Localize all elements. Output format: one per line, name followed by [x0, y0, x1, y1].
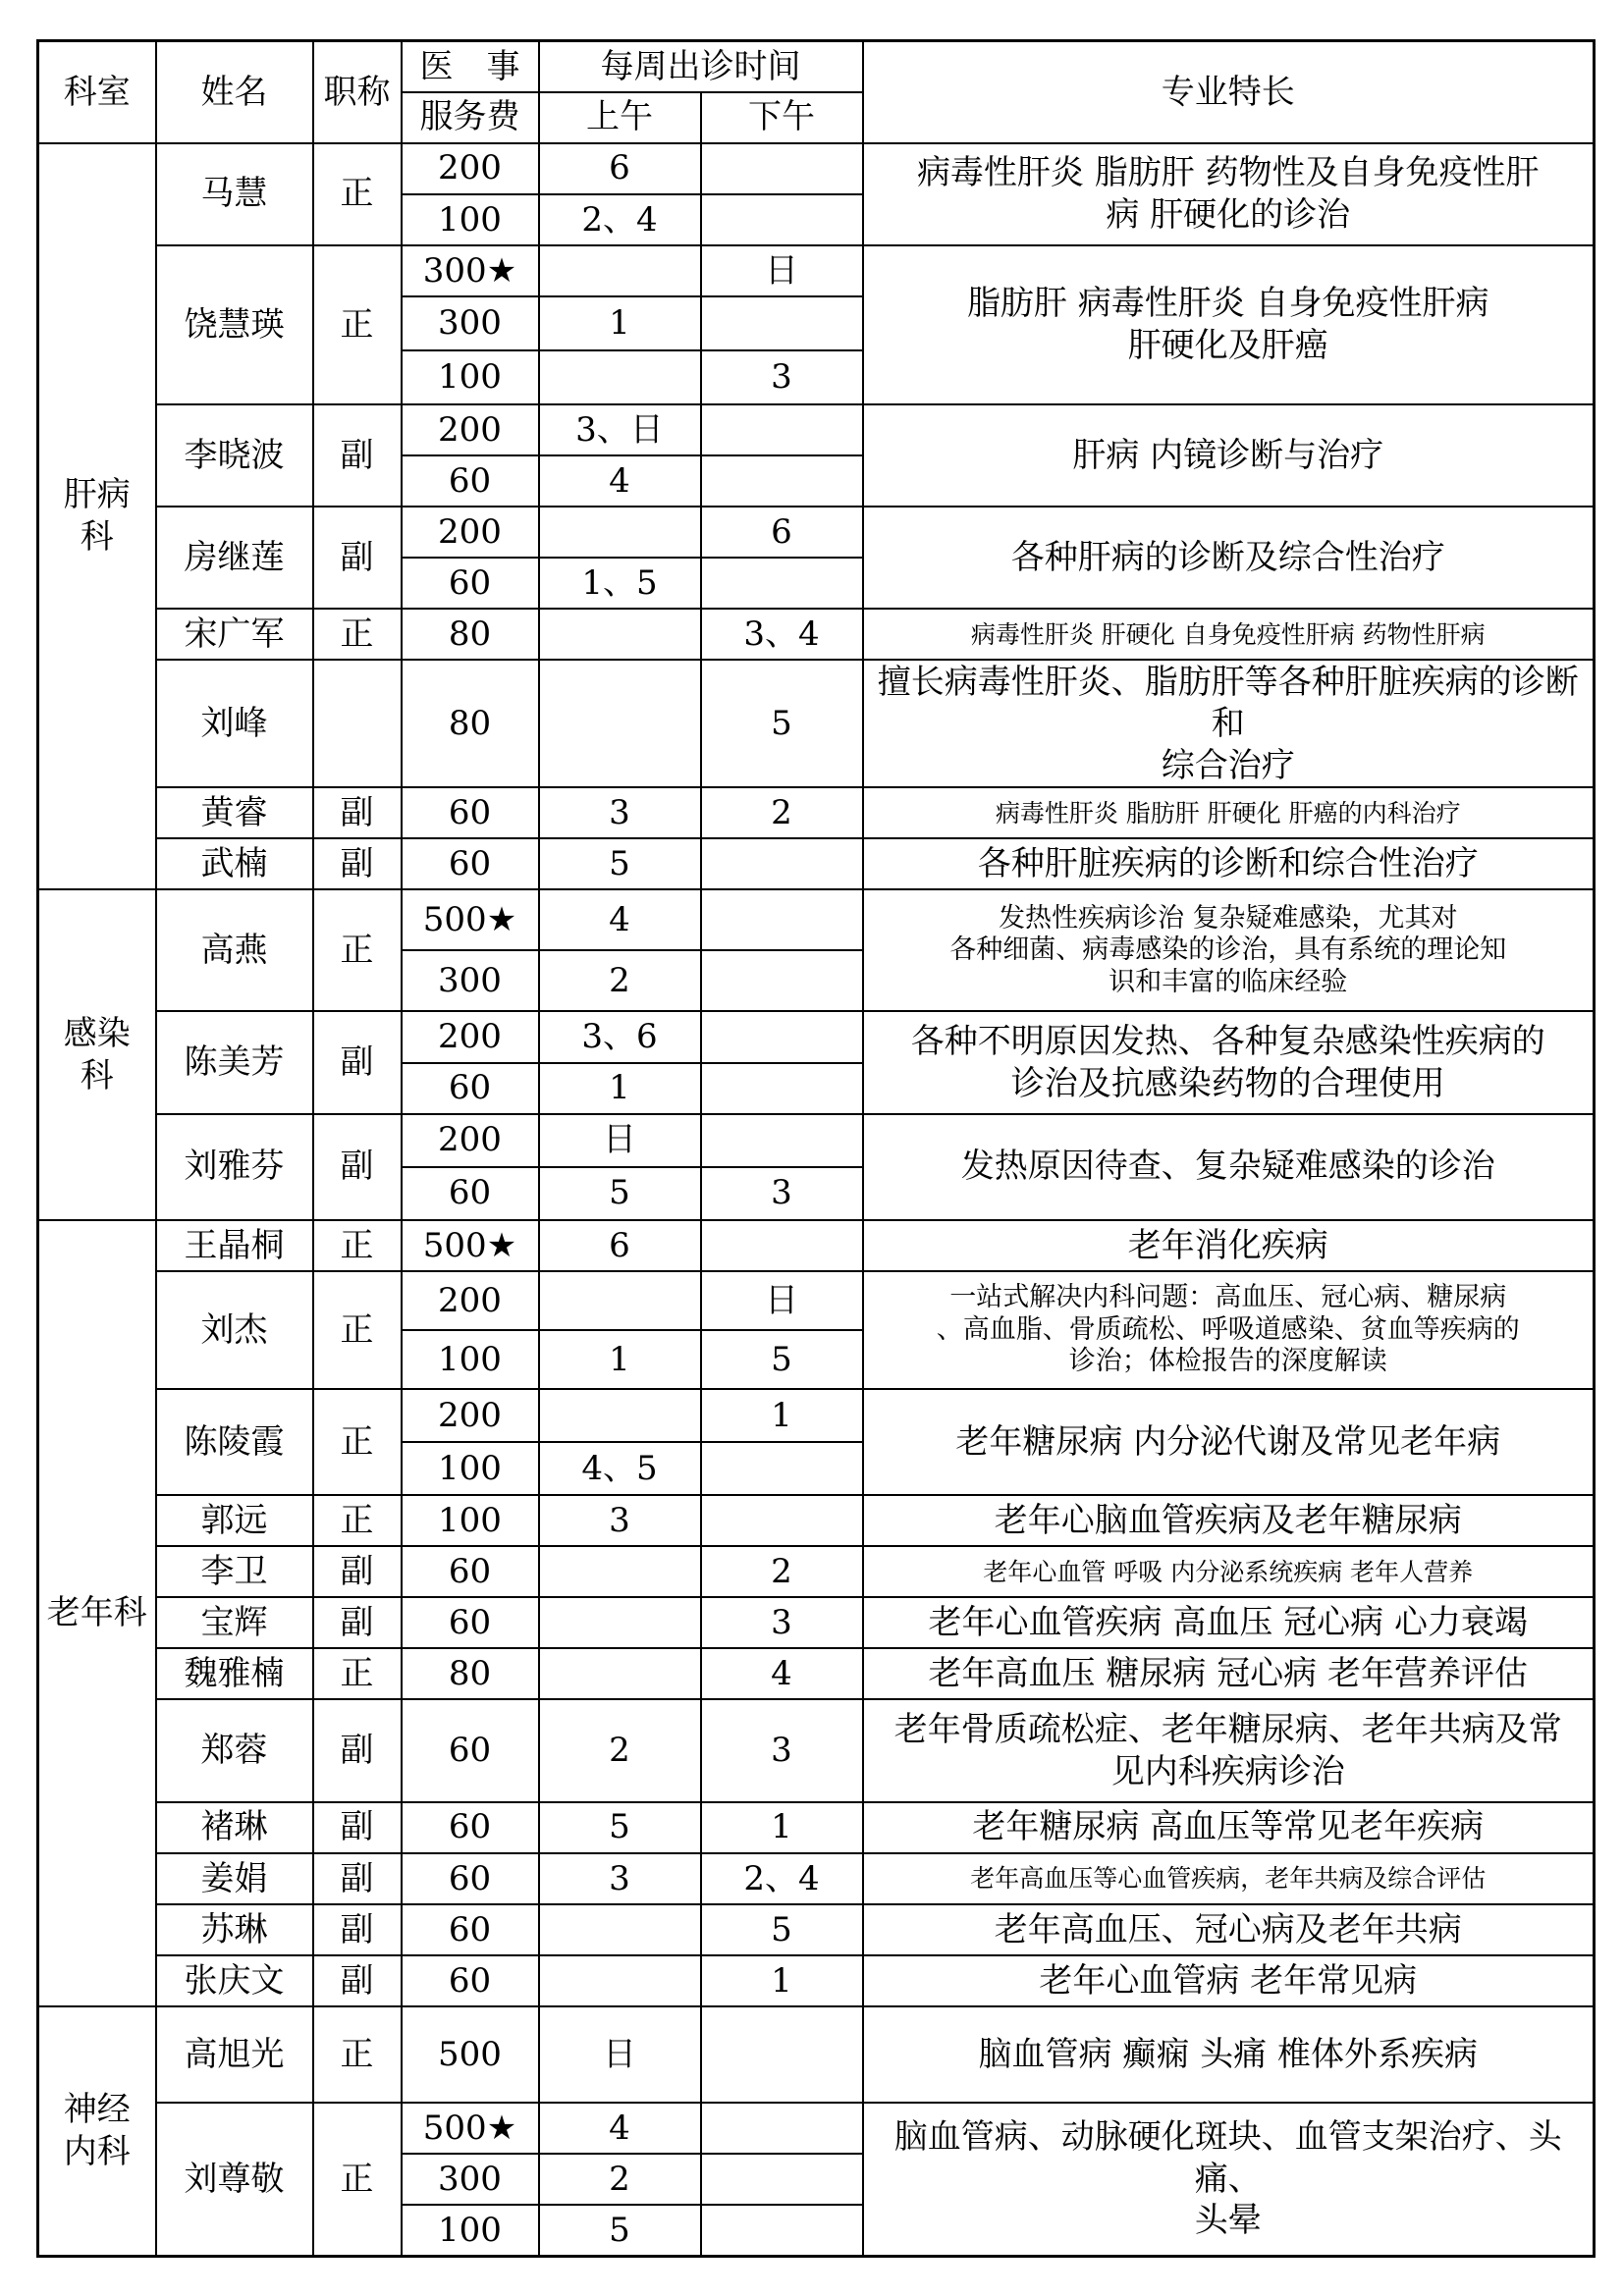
schedule-row [38, 609, 1595, 660]
doctor-title: 正 [313, 1271, 402, 1389]
am-cell: 2 [539, 2154, 701, 2205]
schedule-row [38, 1495, 1595, 1546]
schedule-row [38, 2103, 1595, 2154]
fee-cell: 80 [402, 1648, 539, 1699]
am-cell: 2 [539, 950, 701, 1011]
fee-cell: 60 [402, 1167, 539, 1220]
am-cell: 1 [539, 296, 701, 350]
specialty-cell [863, 1904, 1595, 1955]
doctor-title: 正 [313, 1648, 402, 1699]
specialty-line: 老年心血管疾病 高血压 冠心病 心力衰竭 [928, 1603, 1528, 1643]
doctor-name: 刘峰 [156, 660, 313, 787]
fee-cell: 60 [402, 838, 539, 889]
specialty-cell [863, 1495, 1595, 1546]
header-title: 职称 [313, 41, 402, 143]
schedule-row [38, 1853, 1595, 1904]
doctor-title: 正 [313, 1220, 402, 1271]
pm-cell [701, 2006, 863, 2103]
schedule-row [38, 1955, 1595, 2006]
specialty-cell [863, 1853, 1595, 1904]
am-cell: 1、5 [539, 558, 701, 609]
doctor-title: 副 [313, 1114, 402, 1220]
pm-cell: 1 [701, 1802, 863, 1853]
am-cell: 5 [539, 2205, 701, 2256]
pm-cell: 2、4 [701, 1853, 863, 1904]
am-cell: 1 [539, 1330, 701, 1389]
specialty-line: 综合治疗 [1161, 745, 1295, 785]
fee-cell: 60 [402, 1699, 539, 1801]
pm-cell: 4 [701, 1648, 863, 1699]
pm-cell: 2 [701, 787, 863, 838]
fee-cell: 500 [402, 2006, 539, 2103]
specialty-line: 病毒性肝炎 脂肪肝 肝硬化 肝癌的内科治疗 [995, 798, 1461, 828]
department-name-line: 感染 [63, 1014, 131, 1054]
doctor-name: 武楠 [156, 838, 313, 889]
schedule-row [38, 1011, 1595, 1062]
doctor-title: 副 [313, 1955, 402, 2006]
pm-cell: 3 [701, 1597, 863, 1648]
specialty-line: 老年心血管 呼吸 内分泌系统疾病 老年人营养 [983, 1557, 1474, 1586]
schedule-row [38, 1546, 1595, 1597]
am-cell [539, 245, 701, 296]
specialty-line: 老年糖尿病 高血压等常见老年疾病 [972, 1807, 1485, 1847]
doctor-name: 宋广军 [156, 609, 313, 660]
pm-cell [701, 1442, 863, 1495]
specialty-line: 发热原因待查、复杂疑难感染的诊治 [960, 1147, 1495, 1187]
header-weekly-time: 每周出诊时间 [539, 41, 863, 92]
specialty-line: 老年心脑血管疾病及老年糖尿病 [994, 1500, 1462, 1540]
fee-cell: 80 [402, 660, 539, 787]
doctor-name: 陈美芳 [156, 1011, 313, 1113]
specialty-cell [863, 1699, 1595, 1801]
doctor-title: 正 [313, 609, 402, 660]
fee-cell: 60 [402, 1955, 539, 2006]
specialty-cell [863, 245, 1595, 404]
specialty-line: 老年骨质疏松症、老年糖尿病、老年共病及常 [893, 1710, 1562, 1750]
department-cell [38, 889, 156, 1220]
specialty-line: 见内科疾病诊治 [1110, 1751, 1345, 1791]
fee-cell: 60 [402, 1904, 539, 1955]
pm-cell: 3 [701, 1167, 863, 1220]
specialty-line: 识和丰富的临床经验 [1109, 966, 1348, 997]
fee-cell: 100 [402, 1330, 539, 1389]
specialty-line: 老年高血压等心血管疾病，老年共病及综合评估 [970, 1864, 1487, 1894]
header-am: 上午 [539, 92, 701, 143]
doctor-name: 郑蓉 [156, 1699, 313, 1801]
specialty-line: 脑血管病 癫痫 头痛 椎体外系疾病 [978, 2034, 1478, 2074]
specialty-line: 病毒性肝炎 肝硬化 自身免疫性肝病 药物性肝病 [970, 619, 1486, 649]
doctor-name: 高燕 [156, 889, 313, 1011]
doctor-name: 高旭光 [156, 2006, 313, 2103]
specialty-line: 头晕 [1194, 2201, 1262, 2241]
department-cell [38, 1220, 156, 2006]
specialty-line: 脂肪肝 病毒性肝炎 自身免疫性肝病 [966, 284, 1489, 324]
fee-cell: 100 [402, 2205, 539, 2256]
header-specialty: 专业特长 [863, 41, 1595, 143]
am-cell [539, 1546, 701, 1597]
specialty-line: 擅长病毒性肝炎、脂肪肝等各种肝脏疾病的诊断和 [877, 662, 1579, 744]
doctor-name: 李晓波 [156, 404, 313, 507]
schedule-row [38, 838, 1595, 889]
doctor-title: 正 [313, 1389, 402, 1495]
schedule-row [38, 1802, 1595, 1853]
pm-cell [701, 1495, 863, 1546]
department-name-line: 内科 [63, 2131, 131, 2171]
am-cell: 1 [539, 1063, 701, 1114]
header-pm: 下午 [701, 92, 863, 143]
specialty-line: 各种肝病的诊断及综合性治疗 [1010, 538, 1445, 578]
doctor-name: 李卫 [156, 1546, 313, 1597]
pm-cell: 日 [701, 245, 863, 296]
specialty-line: 、高血脂、骨质疏松、呼吸道感染、贫血等疾病的 [936, 1313, 1520, 1345]
pm-cell: 1 [701, 1955, 863, 2006]
schedule-row [38, 404, 1595, 455]
specialty-line: 各种细菌、病毒感染的诊治，具有系统的理论知 [949, 934, 1507, 966]
am-cell: 3、日 [539, 404, 701, 455]
am-cell: 5 [539, 838, 701, 889]
doctor-name: 褚琳 [156, 1802, 313, 1853]
am-cell: 4 [539, 455, 701, 507]
doctor-title: 副 [313, 1853, 402, 1904]
am-cell: 5 [539, 1167, 701, 1220]
doctor-title: 副 [313, 507, 402, 609]
doctor-title: 副 [313, 1904, 402, 1955]
doctor-title [313, 660, 402, 787]
schedule-row [38, 1597, 1595, 1648]
pm-cell: 5 [701, 1330, 863, 1389]
am-cell: 3 [539, 1495, 701, 1546]
pm-cell: 2 [701, 1546, 863, 1597]
doctor-name: 黄睿 [156, 787, 313, 838]
specialty-cell [863, 1011, 1595, 1113]
am-cell [539, 1271, 701, 1330]
fee-cell: 300★ [402, 245, 539, 296]
fee-cell: 60 [402, 1853, 539, 1904]
schedule-row [38, 507, 1595, 558]
department-name-line: 老年科 [46, 1593, 147, 1633]
specialty-line: 肝硬化及肝癌 [1127, 325, 1328, 365]
fee-cell: 300 [402, 296, 539, 350]
department-cell [38, 2006, 156, 2257]
am-cell [539, 609, 701, 660]
specialty-cell [863, 1955, 1595, 2006]
doctor-title: 副 [313, 1546, 402, 1597]
header-name: 姓名 [156, 41, 313, 143]
fee-cell: 500★ [402, 2103, 539, 2154]
specialty-line: 各种肝脏疾病的诊断和综合性治疗 [977, 843, 1479, 883]
fee-cell: 200 [402, 507, 539, 558]
fee-cell: 100 [402, 350, 539, 404]
specialty-cell [863, 1597, 1595, 1648]
header-fee-line2: 服务费 [402, 92, 539, 143]
header-fee-line1: 医 事 [402, 41, 539, 92]
doctor-title: 副 [313, 787, 402, 838]
doctor-title: 正 [313, 2006, 402, 2103]
specialty-line: 肝病 内镜诊断与治疗 [1072, 435, 1384, 475]
pm-cell [701, 404, 863, 455]
doctor-name: 马慧 [156, 143, 313, 245]
doctor-name: 宝辉 [156, 1597, 313, 1648]
fee-cell: 60 [402, 558, 539, 609]
pm-cell [701, 950, 863, 1011]
fee-cell: 60 [402, 787, 539, 838]
pm-cell [701, 1220, 863, 1271]
specialty-cell [863, 609, 1595, 660]
fee-cell: 300 [402, 950, 539, 1011]
pm-cell: 3 [701, 350, 863, 404]
am-cell: 4、5 [539, 1442, 701, 1495]
pm-cell [701, 2154, 863, 2205]
am-cell [539, 1389, 701, 1442]
specialty-cell [863, 838, 1595, 889]
fee-cell: 200 [402, 1271, 539, 1330]
schedule-row [38, 1220, 1595, 1271]
specialty-line: 老年消化疾病 [1127, 1225, 1328, 1265]
specialty-cell [863, 2103, 1595, 2256]
specialty-line: 各种不明原因发热、各种复杂感染性疾病的 [910, 1022, 1545, 1062]
pm-cell [701, 296, 863, 350]
doctor-title: 正 [313, 245, 402, 404]
specialty-line: 老年高血压、冠心病及老年共病 [994, 1909, 1462, 1949]
specialty-line: 老年心血管病 老年常见病 [1039, 1960, 1418, 2001]
specialty-line: 一站式解决内科问题：高血压、冠心病、糖尿病 [949, 1282, 1507, 1313]
schedule-row [38, 889, 1595, 950]
department-name-line: 科 [80, 1055, 114, 1095]
doctor-name: 房继莲 [156, 507, 313, 609]
schedule-row [38, 1699, 1595, 1801]
header-dept: 科室 [38, 41, 156, 143]
specialty-cell [863, 1114, 1595, 1220]
pm-cell [701, 455, 863, 507]
pm-cell: 日 [701, 1271, 863, 1330]
fee-cell: 200 [402, 1114, 539, 1167]
specialty-cell [863, 660, 1595, 787]
doctor-title: 副 [313, 1597, 402, 1648]
specialty-cell [863, 404, 1595, 507]
pm-cell [701, 838, 863, 889]
pm-cell: 3、4 [701, 609, 863, 660]
fee-cell: 200 [402, 1389, 539, 1442]
doctor-title: 副 [313, 1699, 402, 1801]
am-cell [539, 1955, 701, 2006]
specialty-cell [863, 889, 1595, 1011]
schedule-row [38, 2006, 1595, 2103]
am-cell: 6 [539, 1220, 701, 1271]
schedule-row [38, 245, 1595, 296]
doctor-name: 刘杰 [156, 1271, 313, 1389]
fee-cell: 60 [402, 455, 539, 507]
schedule-row [38, 660, 1595, 787]
am-cell: 5 [539, 1802, 701, 1853]
doctor-name: 苏琳 [156, 1904, 313, 1955]
clinic-schedule-table [36, 39, 1596, 2258]
schedule-row [38, 1389, 1595, 1442]
fee-cell: 60 [402, 1546, 539, 1597]
pm-cell [701, 1063, 863, 1114]
am-cell [539, 1904, 701, 1955]
doctor-title: 副 [313, 404, 402, 507]
specialty-cell [863, 1220, 1595, 1271]
specialty-line: 老年高血压 糖尿病 冠心病 老年营养评估 [928, 1654, 1528, 1694]
doctor-name: 饶慧瑛 [156, 245, 313, 404]
specialty-cell [863, 2006, 1595, 2103]
specialty-cell [863, 787, 1595, 838]
fee-cell: 80 [402, 609, 539, 660]
fee-cell: 60 [402, 1802, 539, 1853]
am-cell [539, 660, 701, 787]
doctor-name: 王晶桐 [156, 1220, 313, 1271]
schedule-row [38, 1271, 1595, 1330]
am-cell [539, 1648, 701, 1699]
pm-cell [701, 194, 863, 245]
pm-cell: 5 [701, 660, 863, 787]
specialty-line: 老年糖尿病 内分泌代谢及常见老年病 [955, 1421, 1501, 1462]
fee-cell: 300 [402, 2154, 539, 2205]
specialty-cell [863, 1648, 1595, 1699]
am-cell: 日 [539, 2006, 701, 2103]
am-cell: 3、6 [539, 1011, 701, 1062]
doctor-name: 姜娟 [156, 1853, 313, 1904]
specialty-line: 病毒性肝炎 脂肪肝 药物性及自身免疫性肝 [916, 153, 1540, 193]
pm-cell [701, 2205, 863, 2256]
am-cell [539, 507, 701, 558]
department-name-line: 肝病 [63, 475, 131, 515]
pm-cell: 3 [701, 1699, 863, 1801]
doctor-name: 刘尊敬 [156, 2103, 313, 2256]
specialty-line: 诊治及抗感染药物的合理使用 [1010, 1063, 1445, 1103]
am-cell: 3 [539, 1853, 701, 1904]
fee-cell: 200 [402, 143, 539, 194]
am-cell: 2 [539, 1699, 701, 1801]
doctor-name: 郭远 [156, 1495, 313, 1546]
fee-cell: 100 [402, 1442, 539, 1495]
doctor-name: 张庆文 [156, 1955, 313, 2006]
department-name-line: 神经 [63, 2090, 131, 2130]
specialty-cell [863, 1271, 1595, 1389]
pm-cell [701, 889, 863, 950]
specialty-cell [863, 143, 1595, 245]
specialty-cell [863, 507, 1595, 609]
doctor-title: 副 [313, 838, 402, 889]
doctor-name: 刘雅芬 [156, 1114, 313, 1220]
schedule-row [38, 1114, 1595, 1167]
specialty-line: 发热性疾病诊治 复杂疑难感染，尤其对 [998, 902, 1458, 934]
fee-cell: 500★ [402, 889, 539, 950]
doctor-title: 正 [313, 2103, 402, 2256]
specialty-cell [863, 1389, 1595, 1495]
doctor-title: 正 [313, 143, 402, 245]
schedule-row [38, 143, 1595, 194]
fee-cell: 60 [402, 1063, 539, 1114]
doctor-name: 魏雅楠 [156, 1648, 313, 1699]
department-name-line: 科 [80, 516, 114, 557]
pm-cell [701, 143, 863, 194]
specialty-cell [863, 1546, 1595, 1597]
am-cell [539, 1597, 701, 1648]
fee-cell: 200 [402, 404, 539, 455]
doctor-title: 正 [313, 889, 402, 1011]
am-cell: 3 [539, 787, 701, 838]
doctor-title: 副 [313, 1011, 402, 1113]
am-cell: 4 [539, 2103, 701, 2154]
am-cell: 日 [539, 1114, 701, 1167]
fee-cell: 100 [402, 194, 539, 245]
am-cell: 2、4 [539, 194, 701, 245]
fee-cell: 60 [402, 1597, 539, 1648]
fee-cell: 100 [402, 1495, 539, 1546]
pm-cell: 1 [701, 1389, 863, 1442]
pm-cell [701, 558, 863, 609]
specialty-line: 诊治；体检报告的深度解读 [1068, 1346, 1387, 1377]
am-cell: 4 [539, 889, 701, 950]
schedule-row [38, 787, 1595, 838]
pm-cell [701, 1114, 863, 1167]
specialty-line: 病 肝硬化的诊治 [1106, 194, 1351, 235]
specialty-line: 脑血管病、动脉硬化斑块、血管支架治疗、头痛、 [893, 2117, 1562, 2199]
fee-cell: 200 [402, 1011, 539, 1062]
doctor-title: 正 [313, 1495, 402, 1546]
fee-cell: 500★ [402, 1220, 539, 1271]
pm-cell: 5 [701, 1904, 863, 1955]
doctor-title: 副 [313, 1802, 402, 1853]
schedule-row [38, 1648, 1595, 1699]
pm-cell [701, 2103, 863, 2154]
pm-cell: 6 [701, 507, 863, 558]
am-cell [539, 350, 701, 404]
department-cell [38, 143, 156, 890]
pm-cell [701, 1011, 863, 1062]
specialty-cell [863, 1802, 1595, 1853]
schedule-row [38, 1904, 1595, 1955]
doctor-name: 陈陵霞 [156, 1389, 313, 1495]
am-cell: 6 [539, 143, 701, 194]
